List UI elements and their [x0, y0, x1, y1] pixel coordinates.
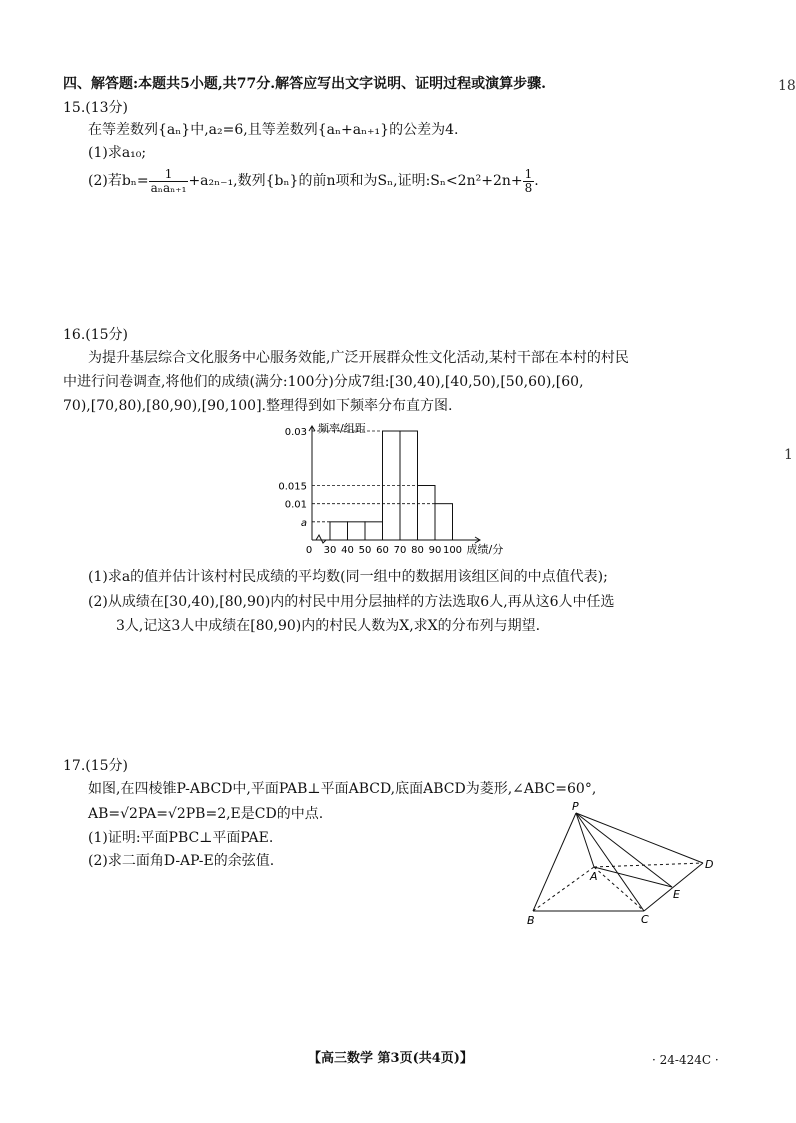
edge-CD: [644, 863, 703, 911]
q15-fraction-eighth: [523, 168, 535, 195]
vertex-label-D: D: [705, 858, 714, 871]
q15-intro: 在等差数列{aₙ}中,a₂=6,且等差数列{aₙ+aₙ₊₁}的公差为4.: [88, 122, 459, 138]
x-tick-label: 100: [442, 545, 463, 556]
axis-break-mark: [316, 535, 326, 543]
q15-fraction-b: [149, 168, 189, 195]
q15-part2-pre: (2)若bₙ=: [88, 173, 149, 189]
q15-fraction-eighth-den: 8: [524, 180, 533, 195]
vertex-label-A: A: [590, 870, 598, 883]
origin-label: 0: [305, 545, 313, 556]
section-heading: 四、解答题:本题共5小题,共77分.解答应写出文字说明、证明过程或演算步骤.: [63, 76, 547, 92]
q15-fraction-b-den: aₙaₙ₊₁: [150, 180, 187, 195]
q16-line1: 为提升基层综合文化服务中心服务效能,广泛开展群众性文化活动,某村干部在本村的村民: [88, 350, 629, 366]
x-axis-title: 成绩/分: [466, 543, 504, 556]
y-tick-label: 0.01: [284, 499, 307, 511]
histogram-bar: [348, 522, 366, 540]
q15-heading: 15.(13分): [63, 100, 129, 116]
edge-mark-middle: 1: [784, 447, 793, 463]
x-tick-label: 70: [393, 545, 407, 556]
q17-line1: 如图,在四棱锥P-ABCD中,平面PAB⊥平面ABCD,底面ABCD为菱形,∠ABC=60°,: [88, 781, 597, 797]
edge-PB: [533, 813, 576, 911]
histogram-bar: [330, 522, 348, 540]
x-tick-label: 40: [341, 545, 354, 556]
q16-line3: 70),[70,80),[80,90),[90,100].整理得到如下频率分布直方图.: [63, 398, 453, 414]
y-axis-title: 频率/组距: [318, 422, 366, 435]
vertex-label-P: P: [572, 800, 579, 813]
q15-fraction-b-num: 1: [149, 168, 189, 182]
q17-heading: 17.(15分): [63, 758, 129, 774]
q17-line2: AB=√2PA=√2PB=2,E是CD的中点.: [88, 806, 324, 822]
histogram-marks: [278, 421, 503, 556]
q15-part2-end: .: [534, 173, 539, 189]
q16-part2-line1: (2)从成绩在[30,40),[80,90)内的村民中用分层抽样的方法选取6人,再从这6人中任选: [88, 594, 615, 610]
q15-part2-mid: +a₂ₙ₋₁,数列{bₙ}的前n项和为Sₙ,证明:Sₙ<2n²+2n+: [188, 173, 523, 189]
histogram-bar: [418, 486, 436, 540]
edge-AD-hidden: [594, 863, 703, 867]
edge-mark-top: 18: [778, 78, 796, 94]
x-tick-label: 50: [358, 545, 372, 556]
histogram-bar: [435, 504, 453, 540]
page-footer: 【高三数学 第3页(共4页)】: [308, 1051, 473, 1066]
q15-part1: (1)求a₁₀;: [88, 145, 147, 161]
x-tick-label: 60: [376, 545, 389, 556]
edge-PC: [576, 813, 644, 911]
vertex-label-C: C: [641, 913, 649, 926]
q16-part2-line2: 3人,记这3人中成绩在[80,90)内的村民人数为X,求X的分布列与期望.: [116, 618, 541, 634]
histogram-bar: [365, 522, 383, 540]
y-tick-label: a: [300, 517, 307, 529]
edge-AE: [594, 867, 672, 887]
vertex-label-B: B: [527, 914, 535, 927]
q16-line2: 中进行问卷调查,将他们的成绩(满分:100分)分成7组:[30,40),[40,50),[50,60),[60,: [63, 374, 584, 390]
x-tick-label: 90: [428, 545, 442, 556]
edge-PA: [576, 813, 594, 867]
x-tick-label: 30: [323, 545, 337, 556]
x-tick-label: 80: [411, 545, 424, 556]
q17-part2: (2)求二面角D-AP-E的余弦值.: [88, 853, 275, 869]
q16-part1: (1)求a的值并估计该村村民成绩的平均数(同一组中的数据用该组区间的中点值代表);: [88, 569, 608, 585]
vertex-label-E: E: [673, 888, 680, 901]
y-tick-label: 0.015: [278, 481, 307, 493]
edge-PD: [576, 813, 703, 863]
paper-code: · 24-424C ·: [652, 1053, 719, 1067]
q15-part2: [88, 166, 539, 196]
q17-part1: (1)证明:平面PBC⊥平面PAE.: [88, 830, 274, 846]
pyramid-figure: [520, 800, 720, 930]
frequency-histogram: [270, 418, 540, 566]
y-tick-label: 0.03: [284, 427, 307, 439]
q16-heading: 16.(15分): [63, 327, 129, 343]
q15-fraction-eighth-num: 1: [524, 166, 533, 181]
